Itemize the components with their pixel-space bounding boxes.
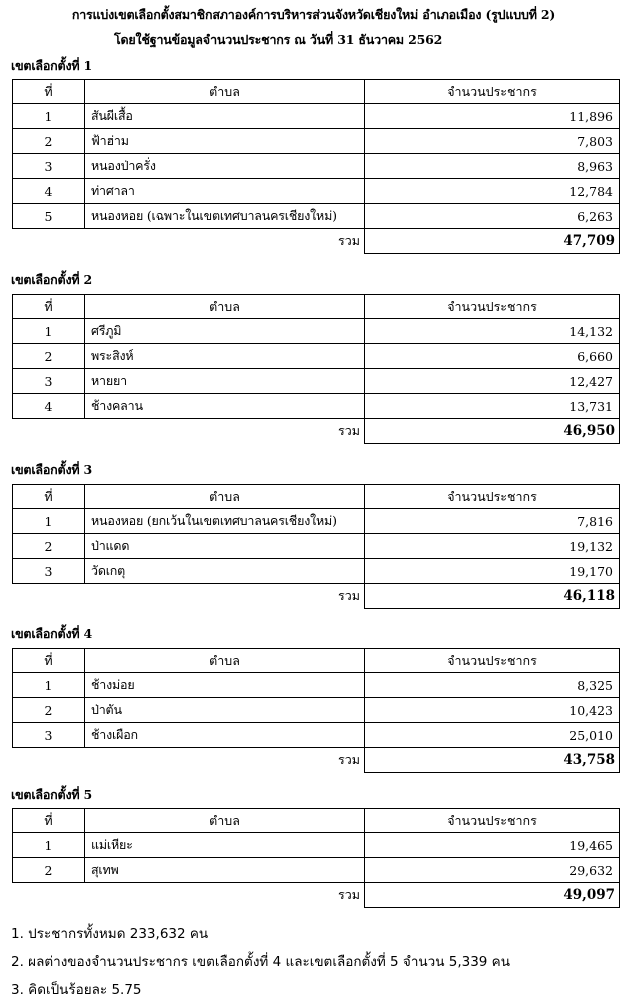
table-header-row (13, 809, 620, 833)
table-row (13, 673, 620, 698)
column-header-no: ที่ (13, 649, 85, 673)
cell-name: ช้างคลาน (85, 394, 365, 419)
cell-no: 1 (13, 673, 85, 698)
cell-no: 3 (13, 369, 85, 394)
table-row (13, 534, 620, 559)
cell-pop: 19,465 (365, 833, 620, 858)
table-header-row (13, 80, 620, 104)
total-spacer (13, 883, 85, 908)
total-row (13, 229, 620, 254)
cell-pop: 12,427 (365, 369, 620, 394)
cell-pop: 7,803 (365, 129, 620, 154)
district-label: เขตเลือกตั้งที่ 4 (11, 626, 93, 641)
cell-no: 2 (13, 698, 85, 723)
cell-name: หายยา (85, 369, 365, 394)
cell-pop: 19,170 (365, 559, 620, 584)
table-row (13, 833, 620, 858)
total-value: 49,097 (365, 883, 620, 908)
cell-name: พระสิงห์ (85, 344, 365, 369)
table-header-row (13, 485, 620, 509)
column-header-no: ที่ (13, 80, 85, 104)
total-value: 46,118 (365, 584, 620, 609)
table-row (13, 319, 620, 344)
cell-no: 4 (13, 179, 85, 204)
note-percentage: 3. คิดเป็นร้อยละ 5.75 (11, 982, 142, 998)
cell-name: วัดเกตุ (85, 559, 365, 584)
column-header-no: ที่ (13, 485, 85, 509)
cell-no: 2 (13, 858, 85, 883)
table-row (13, 204, 620, 229)
cell-pop: 6,263 (365, 204, 620, 229)
cell-pop: 8,963 (365, 154, 620, 179)
total-spacer (13, 748, 85, 773)
cell-no: 3 (13, 723, 85, 748)
table-row (13, 154, 620, 179)
column-header-no: ที่ (13, 809, 85, 833)
table-row (13, 104, 620, 129)
cell-no: 5 (13, 204, 85, 229)
table-row (13, 698, 620, 723)
cell-name: สันผีเสื้อ (85, 104, 365, 129)
column-header-name: ตำบล (85, 649, 365, 673)
table-row (13, 723, 620, 748)
table-row (13, 858, 620, 883)
cell-pop: 7,816 (365, 509, 620, 534)
total-row (13, 419, 620, 444)
cell-pop: 11,896 (365, 104, 620, 129)
cell-pop: 14,132 (365, 319, 620, 344)
total-value: 46,950 (365, 419, 620, 444)
district-label: เขตเลือกตั้งที่ 3 (11, 462, 93, 477)
column-header-pop: จำนวนประชากร (365, 649, 620, 673)
cell-name: ท่าศาลา (85, 179, 365, 204)
document-subtitle: โดยใช้ฐานข้อมูลจำนวนประชากร ณ วันที่ 31 ธันวาคม 2562 (114, 32, 443, 47)
note-difference: 2. ผลต่างของจำนวนประชากร เขตเลือกตั้งที่ 4 และเขตเลือกตั้งที่ 5 จำนวน 5,339 คน (11, 954, 510, 970)
cell-no: 3 (13, 559, 85, 584)
total-spacer (13, 584, 85, 609)
table-row (13, 344, 620, 369)
column-header-name: ตำบล (85, 295, 365, 319)
table-row (13, 369, 620, 394)
cell-name: ป่าตัน (85, 698, 365, 723)
table-row (13, 129, 620, 154)
cell-name: หนองป่าครั่ง (85, 154, 365, 179)
cell-pop: 8,325 (365, 673, 620, 698)
cell-name: หนองหอย (ยกเว้นในเขตเทศบาลนครเชียงใหม่) (85, 509, 365, 534)
cell-no: 1 (13, 104, 85, 129)
district-table (12, 79, 620, 254)
document-title: การแบ่งเขตเลือกตั้งสมาชิกสภาองค์การบริหารส่วนจังหวัดเชียงใหม่ อำเภอเมือง (รูปแบบที่ 2) (71, 7, 556, 22)
cell-no: 2 (13, 534, 85, 559)
cell-no: 4 (13, 394, 85, 419)
note-total-population: 1. ประชากรทั้งหมด 233,632 คน (11, 926, 209, 942)
cell-name: สุเทพ (85, 858, 365, 883)
column-header-pop: จำนวนประชากร (365, 809, 620, 833)
cell-name: ศรีภูมิ (85, 319, 365, 344)
district-table (12, 648, 620, 773)
district-table (12, 808, 620, 908)
total-row (13, 584, 620, 609)
cell-name: ช้างเผือก (85, 723, 365, 748)
table-row (13, 509, 620, 534)
district-label: เขตเลือกตั้งที่ 5 (11, 787, 93, 802)
total-label: รวม (85, 584, 365, 609)
column-header-name: ตำบล (85, 485, 365, 509)
cell-no: 1 (13, 833, 85, 858)
column-header-no: ที่ (13, 295, 85, 319)
column-header-name: ตำบล (85, 80, 365, 104)
total-label: รวม (85, 419, 365, 444)
total-label: รวม (85, 883, 365, 908)
column-header-name: ตำบล (85, 809, 365, 833)
cell-name: ช้างม่อย (85, 673, 365, 698)
cell-name: แม่เหียะ (85, 833, 365, 858)
column-header-pop: จำนวนประชากร (365, 80, 620, 104)
district-label: เขตเลือกตั้งที่ 2 (11, 272, 93, 287)
cell-no: 2 (13, 129, 85, 154)
table-row (13, 559, 620, 584)
district-table (12, 294, 620, 444)
table-row (13, 179, 620, 204)
table-header-row (13, 649, 620, 673)
cell-no: 3 (13, 154, 85, 179)
cell-pop: 25,010 (365, 723, 620, 748)
total-row (13, 883, 620, 908)
district-table (12, 484, 620, 609)
cell-no: 1 (13, 509, 85, 534)
total-row (13, 748, 620, 773)
total-spacer (13, 229, 85, 254)
cell-name: ฟ้าฮ่าม (85, 129, 365, 154)
cell-no: 2 (13, 344, 85, 369)
district-label: เขตเลือกตั้งที่ 1 (11, 58, 93, 73)
cell-name: หนองหอย (เฉพาะในเขตเทศบาลนครเชียงใหม่) (85, 204, 365, 229)
total-value: 43,758 (365, 748, 620, 773)
cell-pop: 29,632 (365, 858, 620, 883)
cell-pop: 10,423 (365, 698, 620, 723)
column-header-pop: จำนวนประชากร (365, 295, 620, 319)
total-label: รวม (85, 748, 365, 773)
cell-pop: 19,132 (365, 534, 620, 559)
table-header-row (13, 295, 620, 319)
total-label: รวม (85, 229, 365, 254)
cell-name: ป่าแดด (85, 534, 365, 559)
table-row (13, 394, 620, 419)
cell-pop: 6,660 (365, 344, 620, 369)
cell-no: 1 (13, 319, 85, 344)
cell-pop: 13,731 (365, 394, 620, 419)
cell-pop: 12,784 (365, 179, 620, 204)
total-spacer (13, 419, 85, 444)
column-header-pop: จำนวนประชากร (365, 485, 620, 509)
total-value: 47,709 (365, 229, 620, 254)
